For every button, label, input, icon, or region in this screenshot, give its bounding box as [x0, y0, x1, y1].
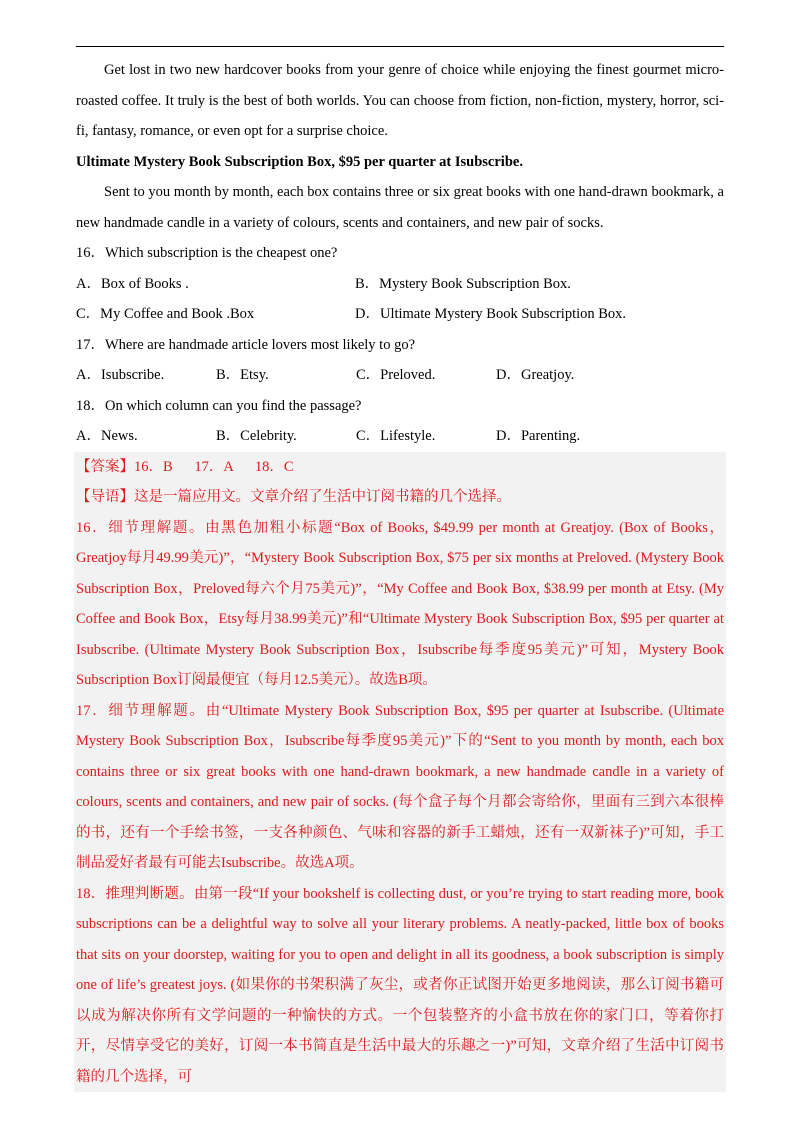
- passage-heading-ultimate: Ultimate Mystery Book Subscription Box, $95 per quarter at Isubscribe.: [76, 153, 523, 170]
- guide-line: 【导语】这是一篇应用文。文章介绍了生活中订阅书籍的几个选择。: [76, 489, 511, 505]
- question-16-option-b: B．Mystery Book Subscription Box.: [355, 275, 571, 292]
- question-17-option-d: D．Greatjoy.: [496, 367, 575, 383]
- question-17-option-a: A．Isubscribe.: [76, 367, 165, 383]
- question-16-option-c: C．My Coffee and Book .Box: [76, 306, 255, 322]
- question-18-options: [76, 421, 724, 452]
- question-16-stem: 16．Which subscription is the cheapest one?: [76, 245, 338, 261]
- question-16-options-row1: [76, 269, 724, 300]
- answer-section: [74, 452, 726, 1093]
- question-18-option-d: D．Parenting.: [496, 428, 581, 444]
- question-16-option-a: A．Box of Books .: [76, 275, 189, 292]
- passage-paragraph-coffee: Get lost in two new hardcover books from your genre of choice while enjoying the finest gourmet micro-roasted coffee. It truly is the best of both worlds. You can choose from fiction, non-fiction, mystery, horror, sci-fi, fantasy, romance, or even opt for a surprise choice.: [76, 62, 724, 139]
- document-body: [76, 55, 724, 1092]
- question-18-option-c: C．Lifestyle.: [356, 428, 436, 444]
- top-rule: [76, 46, 724, 47]
- question-17-stem: 17．Where are handmade article lovers most likely to go?: [76, 336, 416, 353]
- question-18-stem: 18．On which column can you find the passage?: [76, 397, 362, 414]
- passage-paragraph-ultimate: Sent to you month by month, each box contains three or six great books with one hand-drawn bookmark, a new handmade candle in a variety of colours, scents and containers, and new pair of socks.: [76, 184, 724, 231]
- explanation-18: 18．推理判断题。由第一段“If your bookshelf is collecting dust, or you’re trying to start reading more, book subscriptions can be a delightful way to solve all your literary problems. A neatly-packed, little box of books that sits on your doorstep, waiting for you to open and delight in all its goodness, a book subscription is simply one of life’s greatest joys. (如果你的书架积满了灰尘，或者你正试图开始更多地阅读，那么订阅书籍可以成为解决你所有文学问题的一种愉快的方式。一个包装整齐的小盒书放在你的家门口，等着你打开，尽情享受它的美好，订阅一本书简直是生活中最大的乐趣之一)”可知，文章介绍了生活中订阅书籍的几个选择，可: [76, 885, 724, 1085]
- explanation-17: 17．细节理解题。由“Ultimate Mystery Book Subscription Box, $95 per quarter at Isubscribe. (Ultimate Mystery Book Subscription Box，Isubscribe每季度95美元)”下的“Sent to you month by month, each box contains three or six great books with one hand-drawn bookmark, a new handmade candle in a variety of colours, scents and containers, and new pair of socks. (每个盒子每个月都会寄给你，里面有三到六本很棒的书，还有一个手绘书签，一支各种颜色、气味和容器的新手工蜡烛，还有一双新袜子)”可知，手工制品爱好者最有可能去Isubscribe。故选A项。: [76, 702, 724, 871]
- answer-line: 【答案】16．B 17．A 18．C: [76, 458, 294, 475]
- question-17-option-b: B．Etsy.: [216, 367, 269, 383]
- question-18-option-b: B．Celebrity.: [216, 428, 297, 444]
- question-18-option-a: A．News.: [76, 428, 138, 444]
- question-17-option-c: C．Preloved.: [356, 367, 436, 383]
- explanation-16: 16．细节理解题。由黑色加粗小标题“Box of Books, $49.99 per month at Greatjoy. (Box of Books，Greatjoy每月49.99美元)”，“Mystery Book Subscription Box, $75 per six months at Preloved. (Mystery Book Subscription Box，Preloved每六个月75美元)”，“My Coffee and Book Box, $38.99 per month at Etsy. (My Coffee and Book Box，Etsy每月38.99美元)”和“Ultimate Mystery Book Subscription Box, $95 per quarter at Isubscribe. (Ultimate Mystery Book Subscription Box，Isubscribe每季度95美元)”可知，Mystery Book Subscription Box订阅最便宜（每月12.5美元）。故选B项。: [76, 519, 724, 688]
- question-16-options-row2: [76, 299, 724, 330]
- question-16-option-d: D．Ultimate Mystery Book Subscription Box.: [355, 306, 627, 322]
- question-17-options: [76, 360, 724, 391]
